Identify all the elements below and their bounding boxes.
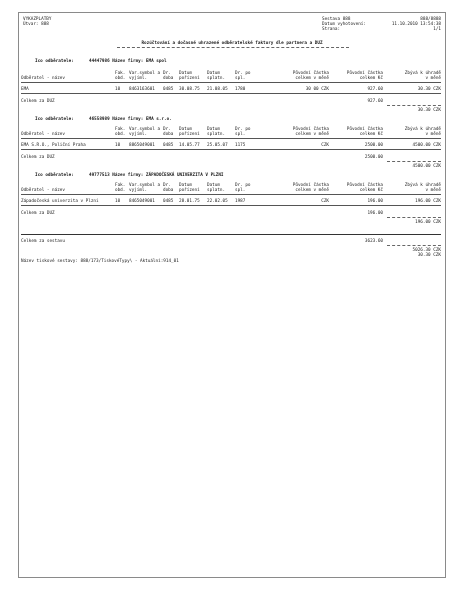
group-3-title-label: Ico odběratele: — [35, 173, 74, 178]
g2-col-remain-1: Zbývá k úhradě — [404, 127, 441, 132]
g2-col-date2-1: Datum — [207, 127, 220, 132]
grand-total-rule — [21, 234, 441, 235]
g2-col-date1-1: Datum — [179, 127, 192, 132]
g1-col-dr-2: doba — [163, 76, 174, 81]
g1-row-remain: 30.30 CZK — [417, 87, 441, 92]
g1-subtotal-label: Celkem za DUZ — [21, 99, 55, 104]
g3-col-origcur-2: celkem v měně — [295, 188, 329, 193]
g2-col-vs-2: vyjíml. — [129, 132, 148, 137]
report-number-value: 888/8888 — [420, 17, 441, 22]
g1-row-origcur: 30 00 CZK — [305, 87, 329, 92]
page-label: Strana: — [322, 27, 341, 32]
g1-row-name: EMA — [21, 87, 29, 92]
g3-col-drpo-1: Dr. po — [235, 183, 251, 188]
g2-header-rule — [21, 138, 441, 139]
grand-total-label: Celkem za sestavu — [21, 239, 65, 244]
g1-col-date1-1: Datum — [179, 71, 192, 76]
created-date-label: Datum vyhotovení: — [322, 22, 366, 27]
g3-col-date1-1: Datum — [179, 183, 192, 188]
g1-col-vs-1: Var.symbol a — [129, 71, 161, 76]
g3-col-fak-2: obd. — [115, 188, 126, 193]
g1-col-date2-2: splatn. — [207, 76, 226, 81]
group-1-title-label: Ico odběratele: — [35, 59, 74, 64]
g3-col-vs-2: vyjíml. — [129, 188, 148, 193]
g1-col-origcur-2: celkem v měně — [295, 76, 329, 81]
g2-row-dr: 0485 — [163, 143, 174, 148]
g3-col-dr-1: Dr. — [163, 183, 171, 188]
g2-col-drpo-1: Dr. po — [235, 127, 251, 132]
g1-col-remain-2: v měně — [425, 76, 441, 81]
g3-col-remain-2: v měně — [425, 188, 441, 193]
grand-total-remain-1: 5026.30 CZK — [412, 248, 441, 253]
g2-col-fak-2: obd. — [115, 132, 126, 137]
g2-col-name: Odběratel - název — [21, 132, 65, 137]
g3-subtotal-czk: 196.00 — [367, 211, 383, 216]
g3-row-origczk: 196.00 — [367, 199, 383, 204]
report-code: VYKAZPLATBY — [23, 17, 52, 22]
g1-subtotal-czk: 927.60 — [367, 99, 383, 104]
g3-col-date2-1: Datum — [207, 183, 220, 188]
grand-total-remain-rule — [387, 245, 441, 246]
g3-col-remain-1: Zbývá k úhradě — [404, 183, 441, 188]
g3-subtotal-remain: 196.00 CZK — [415, 220, 441, 225]
g1-col-fak-2: obd. — [115, 76, 126, 81]
g3-col-name: Odběratel - název — [21, 188, 65, 193]
g2-col-dr-1: Dr. — [163, 127, 171, 132]
g2-col-origcur-1: Původní částka — [292, 127, 329, 132]
g3-header-rule — [21, 194, 441, 195]
g2-col-origczk-2: celkem Kč — [359, 132, 383, 137]
g2-row-name: EMA S.R.O., Poliční Praha — [21, 143, 86, 148]
g3-row-rule — [21, 205, 441, 206]
g2-row-fak: 10 — [115, 143, 121, 148]
report-number-label: Sestava 888 — [322, 17, 351, 22]
department-label: Útvar: 888 — [23, 22, 49, 27]
g2-row-vs: 8865049001 — [129, 143, 155, 148]
g1-row-rule — [21, 93, 441, 94]
g2-subtotal-label: Celkem za DUZ — [21, 155, 55, 160]
g1-col-date2-1: Datum — [207, 71, 220, 76]
g3-col-origczk-2: celkem Kč — [359, 188, 383, 193]
title-underline — [117, 47, 349, 48]
g2-row-origczk: 2500.00 — [364, 143, 383, 148]
report-sheet — [18, 12, 446, 578]
g2-row-origcur: CZK — [321, 143, 329, 148]
group-2-title-value: 46558989 Název firmy: EMA s.r.o. — [89, 117, 172, 122]
g3-col-origczk-1: Původní částka — [346, 183, 383, 188]
g3-row-date2: 22.02.05 — [207, 199, 228, 204]
g2-subtotal-remain: 4500.00 CZK — [412, 164, 441, 169]
report-title: Rozúčtování a dočasné uhrazené odběratelské faktury dle partnera a DUZ — [141, 41, 323, 46]
g2-row-drpo: 1175 — [235, 143, 246, 148]
grand-total-czk: 3623.60 — [364, 239, 383, 244]
g1-col-name: Odběratel - název — [21, 76, 65, 81]
g1-subtotal-remain: 30.30 CZK — [417, 108, 441, 113]
g3-subtotal-label: Celkem za DUZ — [21, 211, 55, 216]
group-3-title-value: 49777513 Název firmy: ZÁPADOČESKÁ UNIVERZITA V PLZNI — [89, 173, 224, 178]
g1-row-drpo: 1780 — [235, 87, 246, 92]
g3-col-origcur-1: Původní částka — [292, 183, 329, 188]
g3-row-date1: 28.01.75 — [179, 199, 200, 204]
g1-header-rule — [21, 82, 441, 83]
g1-row-fak: 10 — [115, 87, 121, 92]
g2-col-origcur-2: celkem v měně — [295, 132, 329, 137]
g3-row-vs: 8465049001 — [129, 199, 155, 204]
g2-col-fak-1: Fak. — [115, 127, 126, 132]
g3-row-remain: 196.00 CZK — [415, 199, 441, 204]
group-2-title-label: Ico odběratele: — [35, 117, 74, 122]
report-footer-note: Název tiskové sestavy: 888/173/TiskovéTypy\ - Aktuální:914_01 — [21, 259, 179, 264]
g3-col-date1-2: pořízení — [179, 188, 200, 193]
g1-col-origczk-1: Původní částka — [346, 71, 383, 76]
created-date-value: 11.10.2010 13:54:38 — [391, 22, 441, 27]
g1-col-vs-2: vyjíml. — [129, 76, 148, 81]
g2-col-date2-2: splatn. — [207, 132, 226, 137]
g3-row-drpo: 1987 — [235, 199, 246, 204]
g3-subtotal-rule — [387, 217, 441, 218]
g1-col-remain-1: Zbývá k úhradě — [404, 71, 441, 76]
g1-col-dr-1: Dr. — [163, 71, 171, 76]
g3-row-name: Západočeská univerzita v Plzni — [21, 199, 99, 204]
g1-subtotal-rule — [387, 105, 441, 106]
g3-col-dr-2: doba — [163, 188, 174, 193]
g1-col-date1-2: pořízení — [179, 76, 200, 81]
g2-row-rule — [21, 149, 441, 150]
g2-subtotal-rule — [387, 161, 441, 162]
g1-row-dr: 0485 — [163, 87, 174, 92]
g3-col-fak-1: Fak. — [115, 183, 126, 188]
g1-col-origczk-2: celkem Kč — [359, 76, 383, 81]
g2-col-origczk-1: Původní částka — [346, 127, 383, 132]
g1-col-origcur-1: Původní částka — [292, 71, 329, 76]
g1-row-origczk: 927.60 — [367, 87, 383, 92]
g3-col-vs-1: Var.symbol a — [129, 183, 161, 188]
g2-col-drpo-2: spl. — [235, 132, 246, 137]
g1-col-fak-1: Fak. — [115, 71, 126, 76]
g1-row-date1: 30.08.75 — [179, 87, 200, 92]
g2-col-remain-2: v měně — [425, 132, 441, 137]
page-value: 1/1 — [433, 27, 441, 32]
g2-row-date1: 14.05.77 — [179, 143, 200, 148]
g2-col-date1-2: pořízení — [179, 132, 200, 137]
g2-subtotal-czk: 2500.00 — [364, 155, 383, 160]
g3-col-date2-2: splatn. — [207, 188, 226, 193]
g3-row-dr: 0485 — [163, 199, 174, 204]
g2-col-dr-2: doba — [163, 132, 174, 137]
g3-row-fak: 10 — [115, 199, 121, 204]
group-1-title-value: 44447986 Název firmy: EMA spol — [89, 59, 167, 64]
g1-row-date2: 21.08.05 — [207, 87, 228, 92]
g1-col-drpo-1: Dr. po — [235, 71, 251, 76]
g2-row-date2: 25.05.07 — [207, 143, 228, 148]
g1-col-drpo-2: spl. — [235, 76, 246, 81]
grand-total-remain-2: 30.30 CZK — [417, 253, 441, 258]
g1-row-vs: 8463163601 — [129, 87, 155, 92]
g3-row-origcur: CZK — [321, 199, 329, 204]
g2-col-vs-1: Var.symbol a — [129, 127, 161, 132]
g2-row-remain: 4500.00 CZK — [412, 143, 441, 148]
g3-col-drpo-2: spl. — [235, 188, 246, 193]
